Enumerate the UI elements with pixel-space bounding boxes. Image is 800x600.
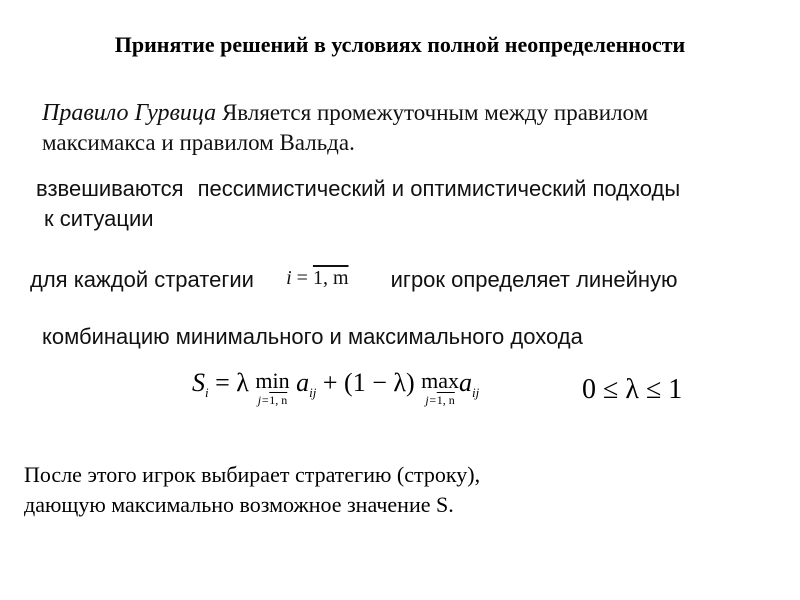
- hurwicz-formula: [192, 368, 479, 406]
- weighting-paragraph: [36, 174, 776, 234]
- min-sub-range: 1, n: [269, 393, 288, 407]
- slide-title: Принятие решений в условиях полной неопределенности: [114, 32, 686, 57]
- strategy-trailing-text: игрок определяет линейную: [390, 267, 678, 292]
- max-sub-range: 1, n: [436, 393, 455, 407]
- min-label: min: [255, 368, 290, 393]
- max-sub-var: j=: [425, 393, 437, 407]
- index-variable: i: [286, 267, 292, 289]
- min-sub-var: j=: [257, 393, 270, 407]
- conclusion-line-1: После этого игрок выбирает стратегию (строку),: [24, 462, 481, 487]
- hurwicz-rule-paragraph: [42, 98, 762, 158]
- conclusion-paragraph: [24, 460, 764, 520]
- min-operator: [255, 368, 289, 406]
- approaches-text: пессимистический и оптимистический подходы: [197, 176, 681, 201]
- formula-lhs-sub: i: [205, 385, 209, 401]
- strategy-lead-text: для каждой стратегии: [30, 267, 254, 292]
- formula-term1: a: [296, 368, 310, 397]
- index-range: 1, m: [312, 267, 349, 289]
- formula-middle: + (1 − λ): [316, 368, 415, 397]
- weighting-word: взвешиваются: [36, 176, 184, 201]
- strategy-paragraph: [30, 265, 790, 296]
- conclusion-line-2: дающую максимально возможное значение S.: [24, 492, 454, 517]
- situation-text: к ситуации: [44, 206, 154, 231]
- max-label: max: [421, 368, 460, 393]
- formula-term1-sub: ij: [309, 385, 317, 401]
- strategy-index-formula: [286, 263, 348, 293]
- index-equals: =: [291, 267, 313, 289]
- formula-eq-lambda: = λ: [208, 368, 249, 397]
- hurwicz-rule-lead: Правило Гурвица: [42, 100, 217, 126]
- max-operator: [421, 368, 459, 406]
- formula-term2: a: [459, 368, 473, 397]
- combination-paragraph: комбинацию минимального и максимального дохода: [42, 324, 583, 349]
- formula-lhs: S: [192, 368, 205, 397]
- lambda-constraint: 0 ≤ λ ≤ 1: [582, 374, 683, 405]
- hurwicz-rule-description: Является промежуточным между правилом максимакса и правилом Вальда.: [42, 100, 649, 155]
- formula-term2-sub: ij: [472, 385, 480, 401]
